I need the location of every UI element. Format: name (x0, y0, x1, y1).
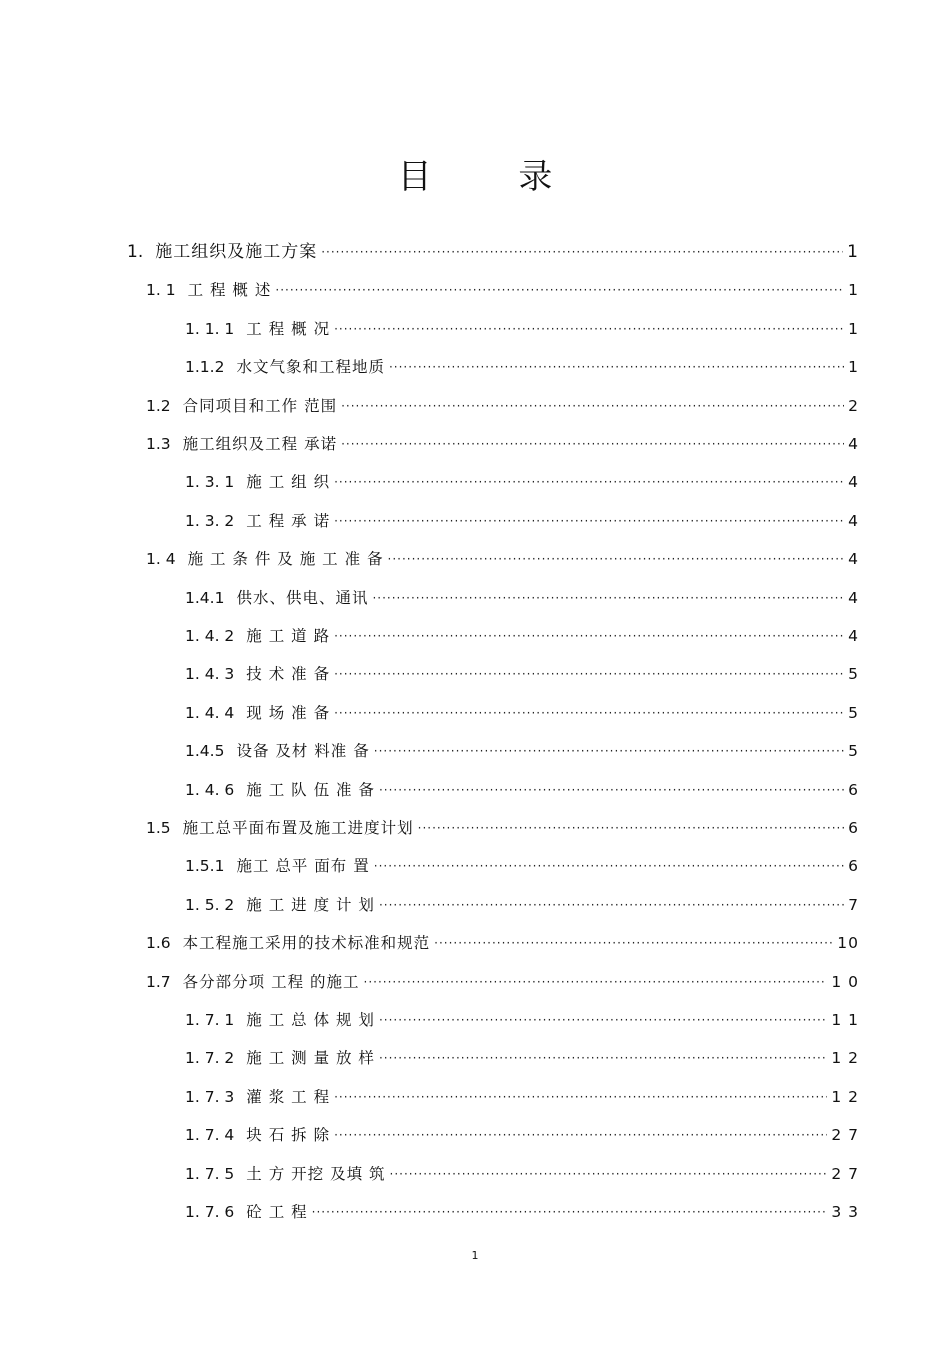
toc-entry[interactable] (185, 736, 859, 766)
toc-entry[interactable] (185, 1005, 859, 1035)
toc-entry-page: 4 (848, 473, 859, 492)
toc-entry[interactable] (146, 813, 859, 843)
toc-entry-title: 工 程 概 述 (187, 281, 272, 300)
toc-entry-number: 1. 7. 6 (185, 1203, 235, 1221)
toc-entry-page: 4 (848, 511, 859, 530)
toc-entry-page: 1 (848, 358, 859, 377)
toc-entry-number: 1. 1 (146, 281, 176, 300)
toc-entry-title: 现 场 准 备 (246, 703, 331, 722)
toc-leader-dots (379, 1043, 827, 1073)
toc-entry[interactable] (185, 314, 859, 344)
toc-entry-number: 1. 4. 4 (185, 703, 235, 722)
toc-entry-number: 1. 1. 1 (185, 319, 235, 338)
toc-entry-number: 1. 4. 3 (185, 665, 235, 684)
toc-leader-dots (341, 429, 844, 459)
toc-leader-dots (372, 583, 844, 613)
toc-entry-page: 10 (837, 934, 859, 953)
toc-entry-title: 块 石 拆 除 (246, 1126, 331, 1145)
toc-entry[interactable] (185, 775, 859, 805)
toc-entry-number: 1. 7. 1 (185, 1011, 235, 1029)
toc-entry[interactable] (146, 967, 859, 997)
toc-entry-page: 1 1 (831, 1011, 859, 1029)
toc-entry-number: 1. 7. 2 (185, 1049, 235, 1068)
toc-entry[interactable] (185, 621, 859, 651)
toc-entry-page: 4 (848, 550, 859, 569)
toc-entry[interactable] (146, 928, 859, 958)
toc-entry-page: 6 (848, 780, 859, 799)
toc-leader-dots (341, 391, 844, 421)
toc-leader-dots (374, 851, 844, 881)
toc-entry-page: 2 7 (831, 1164, 859, 1183)
toc-leader-dots (379, 890, 844, 920)
toc-entry-title: 各分部分项 工程 的施工 (182, 972, 360, 991)
toc-entry-title: 设备 及材 料准 备 (236, 742, 370, 761)
toc-leader-dots (334, 659, 844, 689)
toc-leader-dots (275, 275, 844, 305)
toc-leader-dots (364, 967, 828, 997)
toc-entry-title: 土 方 开挖 及填 筑 (246, 1164, 386, 1183)
toc-entry-title: 水文气象和工程地质 (236, 358, 385, 377)
toc-entry-page: 5 (848, 703, 859, 722)
toc-entry-number: 1. 5. 2 (185, 895, 235, 914)
toc-entry-number: 1.1.2 (185, 358, 225, 377)
toc-entry-number: 1.4.1 (185, 588, 225, 607)
toc-entry[interactable] (185, 851, 859, 881)
toc-entry-number: 1.7 (146, 972, 171, 991)
toc-entry[interactable] (185, 1197, 859, 1227)
toc-leader-dots (379, 775, 844, 805)
toc-leader-dots (312, 1197, 828, 1227)
toc-entry-page: 7 (848, 895, 859, 914)
toc-entry-title: 砼 工 程 (246, 1203, 308, 1221)
toc-entry-number: 1. 4 (146, 550, 176, 569)
toc-entry-page: 2 (848, 396, 859, 415)
toc-entry-number: 1.5 (146, 819, 171, 837)
toc-leader-dots (388, 544, 845, 574)
toc-entry[interactable] (185, 659, 859, 689)
toc-entry[interactable] (146, 391, 859, 421)
toc-entry-title: 合同项目和工作 范围 (182, 396, 338, 415)
toc-entry[interactable] (185, 1043, 859, 1073)
toc-entry[interactable] (185, 1159, 859, 1189)
toc-leader-dots (379, 1005, 827, 1035)
page-number: 1 (471, 1249, 479, 1262)
toc-entry[interactable] (185, 506, 859, 536)
toc-leader-dots (334, 467, 844, 497)
toc-entry-title: 技 术 准 备 (246, 665, 331, 684)
toc-entry[interactable] (185, 698, 859, 728)
toc-entry[interactable] (185, 467, 859, 497)
toc-leader-dots (321, 237, 843, 267)
toc-entry-number: 1. 3. 2 (185, 511, 235, 530)
toc-entry[interactable] (127, 237, 859, 267)
toc-entry-title: 施 工 组 织 (246, 473, 331, 492)
toc-entry-title: 施工 总平 面布 置 (236, 857, 370, 876)
toc-entry-page: 6 (848, 857, 859, 876)
toc-leader-dots (434, 928, 833, 958)
toc-entry-number: 1.6 (146, 934, 171, 953)
toc-entry[interactable] (185, 583, 859, 613)
toc-entry-title: 工 程 承 诺 (246, 511, 331, 530)
toc-entry-number: 1. 7. 4 (185, 1126, 235, 1145)
toc-entry-page: 4 (848, 627, 859, 645)
toc-entry-title: 灌 浆 工 程 (246, 1087, 331, 1106)
toc-entry-title: 施 工 进 度 计 划 (246, 895, 375, 914)
toc-entry-page: 5 (848, 665, 859, 684)
toc-entry-title: 本工程施工采用的技术标准和规范 (182, 934, 431, 953)
toc-entry-number: 1.2 (146, 396, 171, 415)
toc-entry-page: 1 2 (831, 1049, 859, 1068)
toc-entry-number: 1. 4. 2 (185, 627, 235, 645)
toc-entry-page: 1 (848, 281, 859, 300)
toc-entry-number: 1. (127, 242, 144, 262)
toc-entry-title: 工 程 概 况 (246, 319, 331, 338)
toc-entry-page: 3 3 (831, 1203, 859, 1221)
toc-entry-page: 1 0 (831, 972, 859, 991)
toc-entry-title: 施工组织及工程 承诺 (182, 435, 338, 453)
toc-leader-dots (334, 1082, 827, 1112)
toc-leader-dots (334, 506, 844, 536)
toc-entry-page: 5 (848, 742, 859, 761)
toc-entry-number: 1. 7. 5 (185, 1164, 235, 1183)
toc-entry[interactable] (185, 352, 859, 382)
page-title: 目 录 (397, 157, 591, 197)
toc-entry-number: 1. 7. 3 (185, 1087, 235, 1106)
toc-entry[interactable] (146, 429, 859, 459)
toc-entry-page: 4 (848, 588, 859, 607)
toc-entry-number: 1.5.1 (185, 857, 225, 876)
toc-entry-page: 6 (848, 819, 859, 837)
toc-entry-title: 施 工 条 件 及 施 工 准 备 (187, 550, 384, 569)
toc-leader-dots (374, 736, 844, 766)
toc-entry-title: 施 工 测 量 放 样 (246, 1049, 375, 1068)
toc-leader-dots (334, 621, 844, 651)
toc-entry-page: 1 (847, 242, 859, 262)
toc-entry-title: 施 工 道 路 (246, 627, 331, 645)
toc-entry-number: 1.3 (146, 435, 171, 453)
toc-entry[interactable] (146, 275, 859, 305)
toc-leader-dots (418, 813, 844, 843)
toc-leader-dots (390, 1159, 828, 1189)
toc-entry-number: 1.4.5 (185, 742, 225, 761)
toc-entry-title: 施工总平面布置及施工进度计划 (182, 819, 414, 837)
toc-entry-page: 1 (848, 319, 859, 338)
toc-entry[interactable] (185, 1120, 859, 1150)
toc-entry[interactable] (146, 544, 859, 574)
toc-entry[interactable] (185, 1082, 859, 1112)
toc-entry[interactable] (185, 890, 859, 920)
toc-leader-dots (334, 314, 844, 344)
toc-entry-title: 供水、供电、通讯 (236, 588, 369, 607)
toc-leader-dots (334, 1120, 827, 1150)
toc-entry-number: 1. 4. 6 (185, 780, 235, 799)
toc-entry-title: 施 工 队 伍 准 备 (246, 780, 375, 799)
toc-entry-page: 2 7 (831, 1126, 859, 1145)
toc-entry-page: 1 2 (831, 1087, 859, 1106)
toc-entry-page: 4 (848, 435, 859, 453)
toc-entry-number: 1. 3. 1 (185, 473, 235, 492)
toc-leader-dots (334, 698, 844, 728)
toc-entry-title: 施工组织及施工方案 (155, 242, 318, 262)
toc-entry-title: 施 工 总 体 规 划 (246, 1011, 375, 1029)
toc-leader-dots (389, 352, 844, 382)
